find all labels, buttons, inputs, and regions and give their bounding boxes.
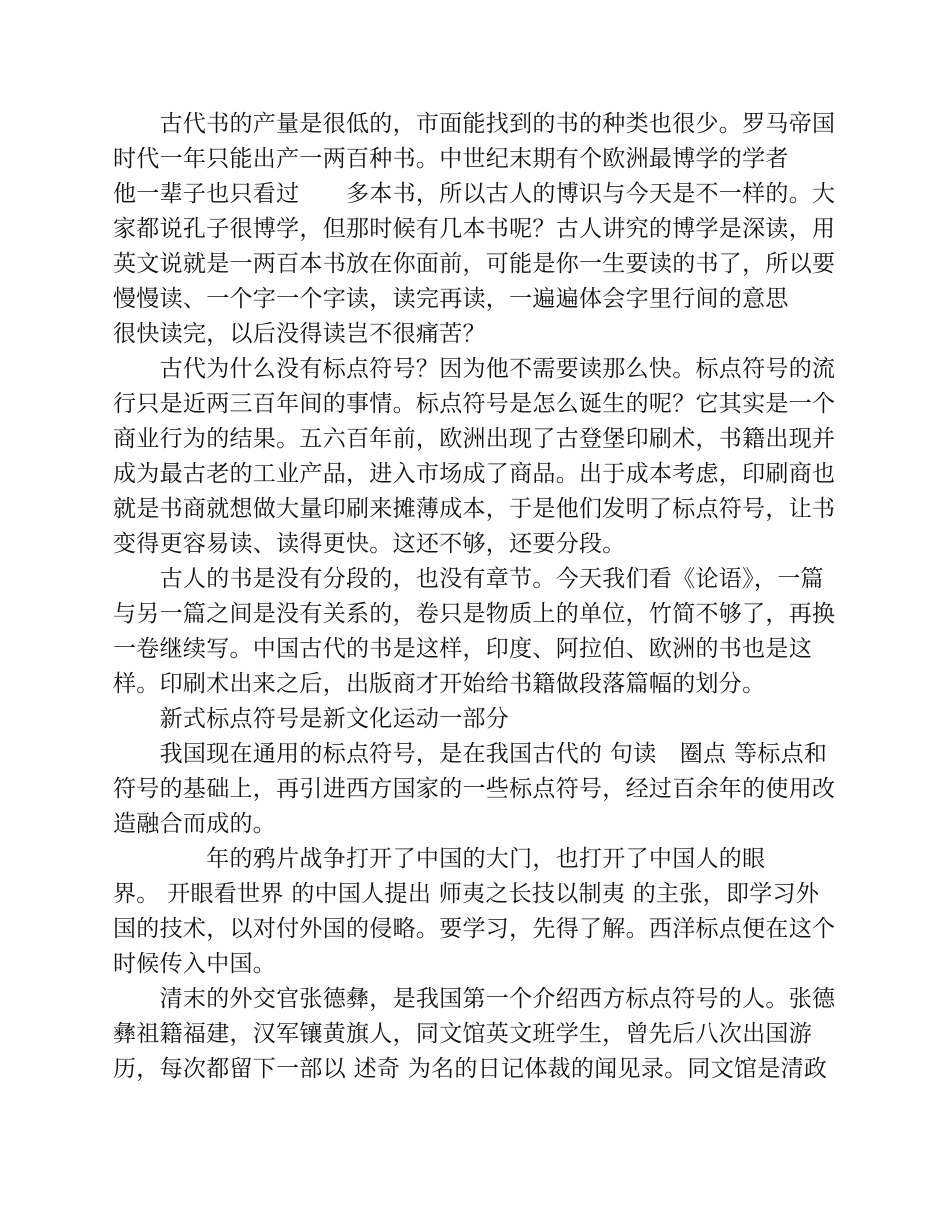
text-line: 家都说孔子很博学，但那时候有几本书呢？古人讲究的博学是深读，用: [113, 216, 836, 242]
text-line: 造融合而成的。: [113, 811, 277, 837]
text-line: 商业行为的结果。五六百年前，欧洲出现了古登堡印刷术，书籍出现并: [113, 426, 836, 452]
text-line: 历，每次都留下一部以 述奇 为名的日记体裁的闻见录。同文馆是清政: [113, 1056, 828, 1082]
text-line: 成为最古老的工业产品，进入市场成了商品。出于成本考虑，印刷商也: [113, 461, 836, 487]
section-heading: 新式标点符号是新文化运动一部分: [113, 706, 510, 732]
text-line: 他一辈子也只看过 多本书，所以古人的博识与今天是不一样的。大: [113, 181, 836, 207]
text-line: 样。印刷术出来之后，出版商才开始给书籍做段落篇幅的划分。: [113, 671, 766, 697]
text-line: 古代书的产量是很低的，市面能找到的书的种类也很少。罗马帝国: [113, 111, 836, 137]
text-line: 一卷继续写。中国古代的书是这样，印度、阿拉伯、欧洲的书也是这: [113, 636, 812, 662]
text-line: 时代一年只能出产一两百种书。中世纪末期有个欧洲最博学的学者: [113, 146, 789, 172]
text-line: 彝祖籍福建，汉军镶黄旗人，同文馆英文班学生，曾先后八次出国游: [113, 1021, 812, 1047]
text-line: 慢慢读、一个字一个字读，读完再读，一遍遍体会字里行间的意思: [113, 286, 789, 312]
text-line: 行只是近两三百年间的事情。标点符号是怎么诞生的呢？它其实是一个: [113, 391, 836, 417]
text-line: 时候传入中国。: [113, 951, 277, 977]
text-line: 古人的书是没有分段的，也没有章节。今天我们看《论语》，一篇: [113, 566, 824, 592]
text-line: 变得更容易读、读得更快。这还不够，还要分段。: [113, 531, 626, 557]
text-line: 英文说就是一两百本书放在你面前，可能是你一生要读的书了，所以要: [113, 251, 836, 277]
text-line: 很快读完，以后没得读岂不很痛苦？: [113, 321, 486, 347]
text-line: 年的鸦片战争打开了中国的大门，也打开了中国人的眼: [113, 846, 766, 872]
text-line: 界。 开眼看世界 的中国人提出 师夷之长技以制夷 的主张，即学习外: [113, 881, 820, 907]
text-line: 国的技术，以对付外国的侵略。要学习，先得了解。西洋标点便在这个: [113, 916, 836, 942]
text-line: 清末的外交官张德彝，是我国第一个介绍西方标点符号的人。张德: [113, 986, 836, 1012]
text-line: 我国现在通用的标点符号，是在我国古代的 句读 圈点 等标点和: [113, 741, 828, 767]
text-line: 就是书商就想做大量印刷来摊薄成本，于是他们发明了标点符号，让书: [113, 496, 836, 522]
text-line: 古代为什么没有标点符号？因为他不需要读那么快。标点符号的流: [113, 356, 836, 382]
text-line: 符号的基础上，再引进西方国家的一些标点符号，经过百余年的使用改: [113, 776, 836, 802]
text-line: 与另一篇之间是没有关系的，卷只是物质上的单位，竹简不够了，再换: [113, 601, 836, 627]
